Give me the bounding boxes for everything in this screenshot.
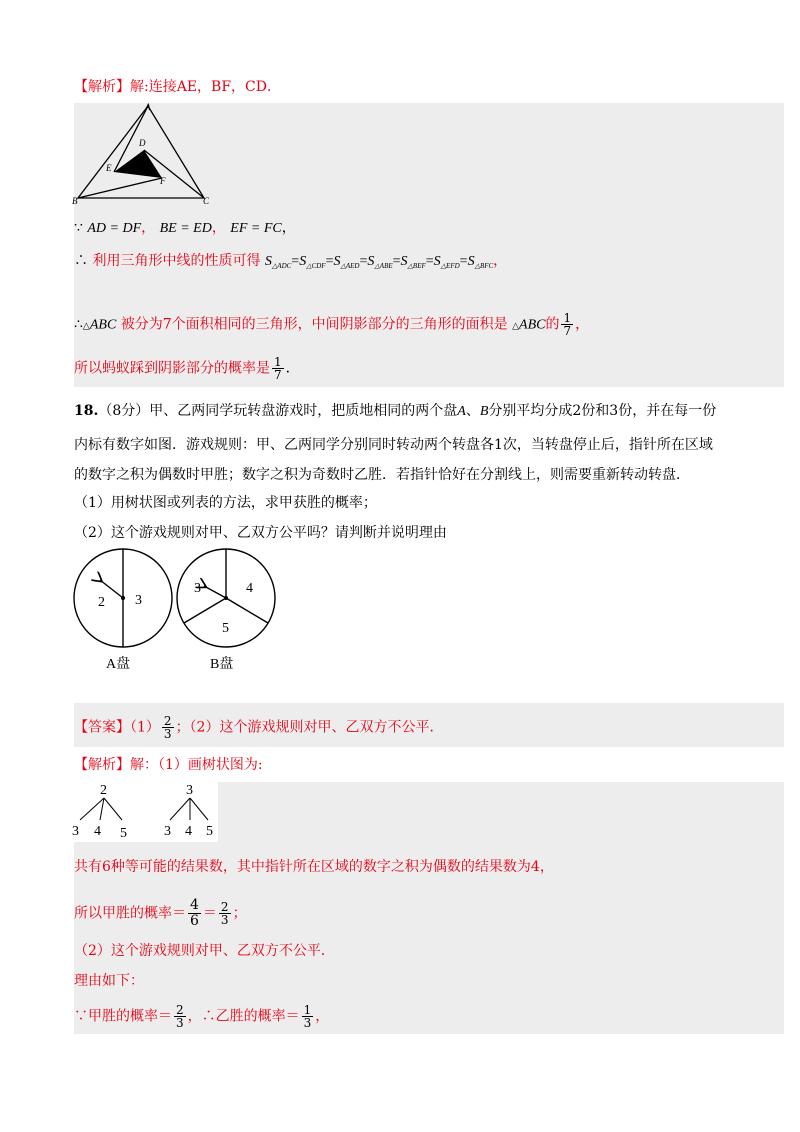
abc-label: ABC	[519, 317, 546, 333]
tree2-root: 3	[186, 783, 193, 798]
analysis1-header	[74, 78, 281, 96]
prob-text: 所以甲胜的概率＝	[74, 905, 186, 922]
ant-probability-text: 所以蚂蚁踩到阴影部分的概率是	[74, 360, 270, 377]
area-equality-chain	[265, 254, 493, 269]
triangle-symbol: △	[512, 321, 520, 332]
sep: ，	[315, 1008, 330, 1025]
shaded-triangle	[114, 150, 162, 178]
analysis1-line2	[74, 252, 507, 275]
q18-line2: 内标有数字如图．游戏规则：甲、乙两同学分别同时转动两个转盘各1次，当转盘停止后，指针所在区域	[74, 437, 713, 453]
area-symbol: S	[264, 254, 272, 269]
tree1-leaf: 3	[72, 824, 79, 839]
sep: 、	[465, 403, 480, 419]
area-symbol: S	[467, 254, 475, 269]
disk-b-caption: B盘	[210, 657, 234, 672]
disk-b-var: B	[479, 404, 489, 419]
disk-a-center	[121, 596, 125, 600]
tree2-leaf: 3	[164, 824, 171, 839]
sep: ，	[493, 253, 508, 269]
sep: ，	[575, 316, 590, 333]
fraction-two-thirds: $\frac{2}{3}$	[220, 900, 229, 927]
disk-b-center	[224, 596, 228, 600]
label-a: A	[145, 102, 151, 112]
area-symbol: S	[299, 254, 307, 269]
question-number: 18.	[74, 403, 99, 419]
area-subscript: △CDF	[306, 262, 326, 270]
disk-b-number: 3	[194, 581, 201, 596]
final-text-a: ∵甲胜的概率＝	[74, 1008, 172, 1025]
spinner-disks	[70, 548, 280, 678]
area-symbol: S	[433, 254, 441, 269]
answer-line	[74, 715, 443, 740]
analysis2-reason: 理由如下：	[74, 973, 144, 989]
analysis2-final	[74, 1004, 329, 1029]
therefore-symbol: ∴	[74, 316, 83, 333]
fraction-one-seventh: $\frac{1}{7}$	[563, 311, 572, 338]
expr-ad-df: AD = DF	[87, 221, 142, 236]
disk-b-number: 5	[222, 621, 229, 636]
seven-triangles-text: 被分为7个面积相同的三角形，中间阴影部分的三角形的面积是	[120, 316, 508, 333]
equals-sign: =	[425, 254, 434, 269]
area-subscript: △ADC	[271, 262, 292, 270]
equals: ＝	[202, 905, 217, 922]
disk-a-number: 2	[98, 595, 105, 610]
equals-sign: =	[291, 254, 300, 269]
fraction-one-third: $\frac{1}{3}$	[303, 1003, 312, 1030]
q18-sub1: （1）用树状图或列表的方法，求甲获胜的概率；	[74, 495, 377, 511]
median-property-text: 利用三角形中线的性质可得	[92, 253, 261, 269]
area-symbol: S	[400, 254, 408, 269]
triangle-figure	[72, 98, 212, 208]
analysis-intro: 解：（1）画树状图为:	[130, 757, 263, 773]
analysis1-line3	[74, 312, 589, 337]
triangle-symbol: △	[82, 321, 90, 332]
expr-be-ed: BE = ED	[159, 221, 212, 236]
sep: ；	[232, 905, 247, 922]
therefore-symbol: ∴	[74, 253, 88, 269]
area-symbol: S	[333, 254, 341, 269]
label-d: D	[139, 138, 146, 148]
analysis-intro: 解:连接AE，BF，CD．	[130, 79, 281, 95]
area-subscript: △EFD	[440, 262, 460, 270]
sep: ，	[281, 220, 296, 236]
answer-label: 【答案】	[74, 719, 130, 736]
area-symbol: S	[367, 254, 375, 269]
equals-sign: =	[359, 254, 368, 269]
disk-a-caption: A盘	[106, 657, 131, 672]
answer-fraction: $\frac{2}{3}$	[163, 714, 172, 741]
q18-text1-rest: 分别平均分成2份和3份，并在每一份	[488, 403, 717, 419]
q18-sub2: （2）这个游戏规则对甲、乙双方公平吗？请判断并说明理由	[74, 525, 447, 541]
label-c: C	[203, 196, 210, 206]
equals-sign: =	[325, 254, 334, 269]
q18-line3: 的数字之积为偶数时甲胜；数字之积为奇数时乙胜．若指针恰好在分割线上，则需要重新转动转盘．	[74, 467, 690, 483]
equals-sign: =	[392, 254, 401, 269]
analysis1-line4	[74, 356, 300, 381]
area-subscript: △AED	[340, 262, 360, 270]
because-symbol: ∵	[74, 220, 83, 236]
area-subscript: △BFC	[474, 262, 494, 270]
analysis-label: 【解析】	[74, 757, 130, 773]
equals-sign: =	[459, 254, 468, 269]
label-b: B	[72, 196, 78, 206]
sep: ，	[211, 220, 226, 236]
answer-text: ；（2）这个游戏规则对甲、乙双方不公平．	[175, 719, 444, 736]
abc-label: ABC	[89, 317, 117, 333]
label-e: E	[106, 163, 112, 173]
tree2-leaf: 5	[206, 824, 213, 839]
analysis1-line1	[74, 219, 296, 238]
tree2-leaf: 4	[185, 824, 192, 839]
q18-text1: （8分）甲、乙两同学玩转盘游戏时，把质地相同的两个盘	[98, 403, 458, 419]
expr-ef-fc: EF = FC	[230, 221, 282, 236]
tree1-leaf: 4	[94, 824, 101, 839]
area-subscript: △BEF	[407, 262, 426, 270]
fraction-one-seventh: $\frac{1}{7}$	[274, 355, 282, 382]
analysis-label: 【解析】	[74, 79, 130, 95]
q18-line1	[74, 402, 716, 421]
area-subscript: △ABE	[374, 262, 393, 270]
disk-a-number: 3	[135, 593, 142, 608]
disk-a-var: A	[457, 404, 466, 419]
sep: ，	[141, 220, 156, 236]
tree-diagrams	[70, 780, 220, 842]
tree1-root: 2	[100, 783, 107, 798]
analysis2-part2: （2）这个游戏规则对甲、乙双方不公平．	[74, 943, 335, 959]
answer-part1: （1）	[130, 719, 160, 736]
analysis2-prob	[74, 898, 247, 929]
analysis2-header	[74, 756, 263, 774]
analysis2-results: 共有6种等可能的结果数，其中指针所在区域的数字之积为偶数的结果数为4，	[74, 859, 554, 875]
tree1-leaf: 5	[120, 826, 127, 841]
period: ．	[285, 360, 300, 377]
label-f: F	[160, 176, 166, 186]
final-text-mid: ，∴乙胜的概率＝	[187, 1008, 300, 1025]
fraction-four-sixths: $\frac{4}{6}$	[190, 897, 199, 929]
disk-b-number: 4	[246, 581, 253, 596]
de-text: 的	[545, 316, 560, 333]
fraction-two-thirds: $\frac{2}{3}$	[176, 1003, 184, 1030]
